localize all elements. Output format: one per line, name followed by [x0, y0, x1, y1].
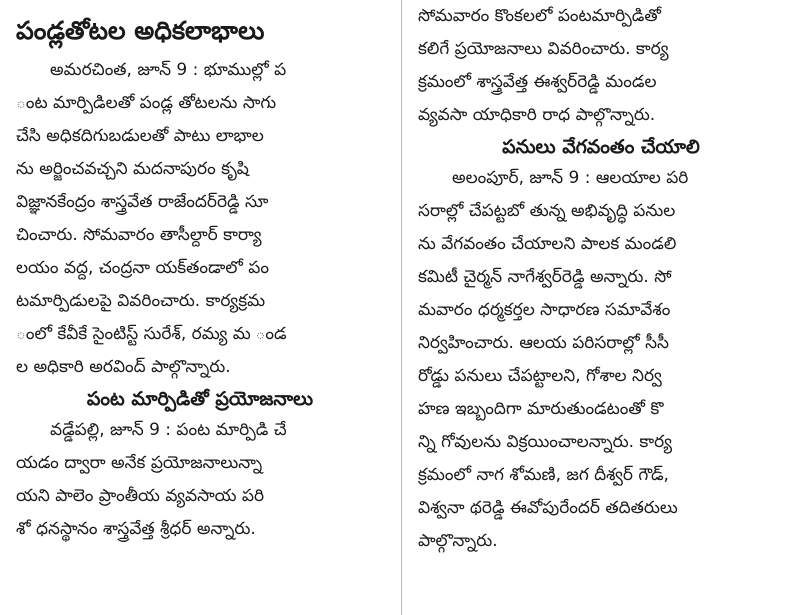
- story3-line: ను వేగవంతం చేయాలని పాలక మండలి: [418, 234, 677, 254]
- story2-line: యని పాలెం ప్రాంతీయ వ్యవసాయ పరి: [16, 486, 265, 506]
- story2-continued-line: సోమవారం కొంకలలో పంటమార్పిడితో: [418, 6, 661, 26]
- column-divider: [401, 0, 402, 615]
- right-column: [404, 0, 800, 615]
- story3-line: న్ని గోవులను విక్రయించాలన్నారు. కార్య: [418, 432, 672, 452]
- story2-line: శో ధనస్థానం శాస్త్రవేత్త శ్రీధర్ అన్నారు.: [16, 519, 256, 539]
- story3-line: మవారం ధర్మకర్తల సాధారణ సమావేశం: [418, 300, 671, 320]
- story3-line: సరాల్లో చేపట్టబో తున్న అభివృద్ధి పనుల: [418, 201, 676, 221]
- story3-line: నిర్వహించారు. ఆలయ పరిసరాల్లో సీసీ: [418, 333, 669, 353]
- story1-line: ంట మార్పిడిలతో పండ్ల తోటలను సాగు: [16, 93, 277, 113]
- story2-line: వడ్డేపల్లి, జూన్ 9 : పంట మార్పిడి చే: [50, 420, 287, 440]
- story2-continued-line: క్రమంలో శాస్త్రవేత్త ఈశ్వర్‌రెడ్డి మండల: [418, 72, 657, 92]
- story1-line: ను అర్జించవచ్చని మదనాపురం కృషి: [16, 159, 249, 179]
- story2-continued-line: కలిగే ప్రయోజనాలు వివరించారు. కార్య: [418, 39, 669, 59]
- story2-headline: పంట మార్పిడితో ప్రయోజనాలు: [86, 388, 314, 410]
- story1-headline: పండ్లతోటల అధికలాభాలు: [16, 16, 265, 45]
- story2-continued-line: వ్యవసా యాధికారి రాధ పాల్గొన్నారు.: [418, 105, 656, 125]
- story3-line: అలంపూర్, జూన్ 9 : ఆలయాల పరి: [452, 168, 689, 188]
- story1-line: చేసి అధికదిగుబడులతో పాటు లాభాల: [16, 126, 264, 146]
- left-column: [0, 0, 398, 615]
- story1-line: ంలో కేవీకే సైంటిస్ట్ సురేశ్, రమ్య మ ండ: [16, 324, 287, 344]
- story3-line: రోడ్డు పనులు చేపట్టాలని, గోశాల నిర్వ: [418, 366, 662, 386]
- story3-line: క్రమంలో నాగ శోమణి, జగ దీశ్వర్ గౌడ్,: [418, 465, 669, 485]
- story1-line: లయం వద్ద, చంద్రనా యక్‌తండాలో పం: [16, 258, 269, 278]
- story1-line: ల అధికారి అరవింద్ పాల్గొన్నారు.: [16, 357, 231, 377]
- story3-line: పాల్గొన్నారు.: [418, 531, 498, 551]
- story1-line: టమార్పిడులపై వివరించారు. కార్యక్రమ: [16, 291, 266, 311]
- story2-line: యడం ద్వారా అనేక ప్రయోజనాలున్నా: [16, 453, 263, 473]
- story1-line: విజ్ఞానకేంద్రం శాస్త్రవేత రాజేందర్‌రెడ్డి సూ: [16, 192, 269, 212]
- story1-line: అమరచింత, జూన్ 9 : భూముల్లో ప: [50, 60, 287, 80]
- story3-headline: పనులు వేగవంతం చేయాలి: [502, 136, 700, 158]
- story3-line: కమిటీ చైర్మన్ నాగేశ్వర్‌రెడ్డి అన్నారు. సో: [418, 267, 672, 287]
- story3-line: హణ ఇబ్బందిగా మారుతుండటంతో కొ: [418, 399, 664, 419]
- story3-line: విశ్వనా థరెడ్డి ఈవోపురేందర్ తదితరులు: [418, 498, 678, 518]
- story1-line: చించారు. సోమవారం తాసీల్దార్ కార్యా: [16, 225, 262, 245]
